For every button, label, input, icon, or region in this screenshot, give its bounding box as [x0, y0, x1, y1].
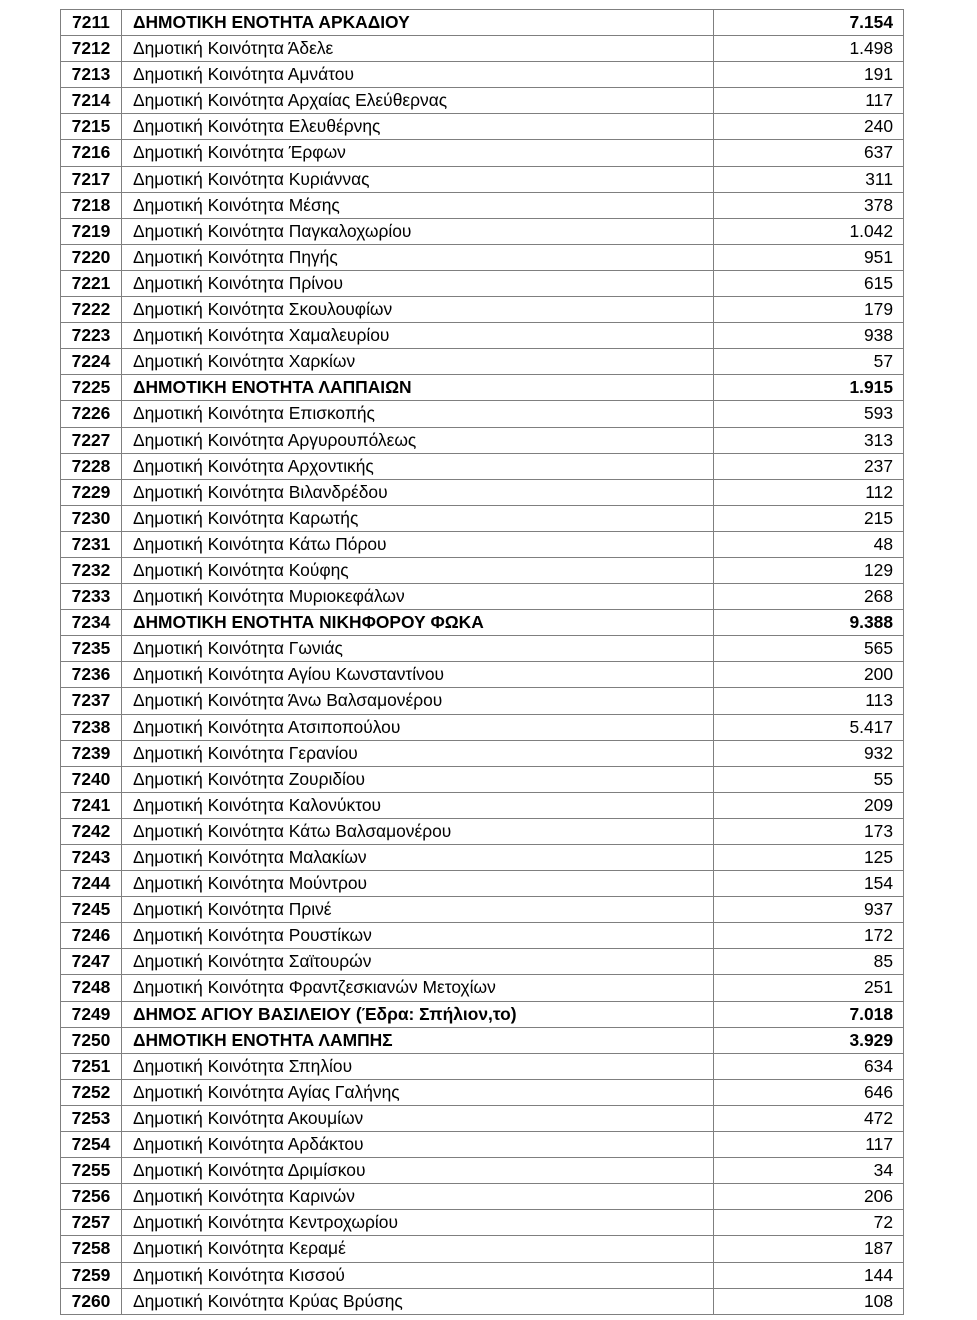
row-code: 7226	[61, 401, 122, 427]
row-name: Δημοτική Κοινότητα Άνω Βαλσαμονέρου	[122, 688, 714, 714]
row-value: 268	[714, 584, 904, 610]
row-name: Δημοτική Κοινότητα Αργυρουπόλεως	[122, 427, 714, 453]
table-row	[61, 975, 904, 1001]
row-name: Δημοτική Κοινότητα Αγίου Κωνσταντίνου	[122, 662, 714, 688]
row-value: 1.915	[714, 375, 904, 401]
row-code: 7254	[61, 1132, 122, 1158]
table-row	[61, 479, 904, 505]
table-row	[61, 166, 904, 192]
row-code: 7224	[61, 349, 122, 375]
row-name: Δημοτική Κοινότητα Ακουμίων	[122, 1105, 714, 1131]
row-name: Δημοτική Κοινότητα Κεραμέ	[122, 1236, 714, 1262]
table-row	[61, 1158, 904, 1184]
table-row	[61, 792, 904, 818]
row-name: Δημοτική Κοινότητα Κάτω Πόρου	[122, 531, 714, 557]
row-value: 251	[714, 975, 904, 1001]
row-value: 7.018	[714, 1001, 904, 1027]
row-value: 200	[714, 662, 904, 688]
row-code: 7258	[61, 1236, 122, 1262]
row-value: 117	[714, 1132, 904, 1158]
population-table	[60, 9, 904, 1315]
table-row-heading	[61, 1027, 904, 1053]
table-row	[61, 218, 904, 244]
row-name: Δημοτική Κοινότητα Αρχοντικής	[122, 453, 714, 479]
row-name: Δημοτική Κοινότητα Έρφων	[122, 140, 714, 166]
row-name: Δημοτική Κοινότητα Ζουριδίου	[122, 766, 714, 792]
table-row	[61, 766, 904, 792]
row-name: Δημοτική Κοινότητα Κάτω Βαλσαμονέρου	[122, 818, 714, 844]
row-name: ΔΗΜΟΤΙΚΗ ΕΝΟΤΗΤΑ ΛΑΜΠΗΣ	[122, 1027, 714, 1053]
row-code: 7260	[61, 1288, 122, 1314]
row-name: Δημοτική Κοινότητα Άδελε	[122, 36, 714, 62]
row-value: 191	[714, 62, 904, 88]
table-row	[61, 923, 904, 949]
row-value: 937	[714, 897, 904, 923]
row-value: 154	[714, 871, 904, 897]
row-value: 57	[714, 349, 904, 375]
table-row	[61, 62, 904, 88]
row-code: 7217	[61, 166, 122, 192]
table-row	[61, 636, 904, 662]
row-code: 7255	[61, 1158, 122, 1184]
row-name: Δημοτική Κοινότητα Γερανίου	[122, 740, 714, 766]
row-name: Δημοτική Κοινότητα Καρωτής	[122, 505, 714, 531]
row-code: 7249	[61, 1001, 122, 1027]
row-name: Δημοτική Κοινότητα Χαμαλευρίου	[122, 323, 714, 349]
row-code: 7219	[61, 218, 122, 244]
table-row	[61, 949, 904, 975]
row-value: 9.388	[714, 610, 904, 636]
row-name: Δημοτική Κοινότητα Επισκοπής	[122, 401, 714, 427]
row-name: Δημοτική Κοινότητα Χαρκίων	[122, 349, 714, 375]
row-value: 615	[714, 270, 904, 296]
row-value: 932	[714, 740, 904, 766]
table-row	[61, 36, 904, 62]
row-code: 7232	[61, 557, 122, 583]
row-name: Δημοτική Κοινότητα Πρίνου	[122, 270, 714, 296]
row-name: Δημοτική Κοινότητα Ελευθέρνης	[122, 114, 714, 140]
table-row	[61, 897, 904, 923]
table-row	[61, 662, 904, 688]
row-value: 637	[714, 140, 904, 166]
row-name: Δημοτική Κοινότητα Αμνάτου	[122, 62, 714, 88]
row-value: 215	[714, 505, 904, 531]
row-value: 240	[714, 114, 904, 140]
row-code: 7242	[61, 818, 122, 844]
table-row	[61, 818, 904, 844]
row-value: 1.042	[714, 218, 904, 244]
row-value: 34	[714, 1158, 904, 1184]
row-code: 7238	[61, 714, 122, 740]
row-value: 187	[714, 1236, 904, 1262]
row-name: Δημοτική Κοινότητα Σκουλουφίων	[122, 297, 714, 323]
table-row	[61, 740, 904, 766]
row-name: Δημοτική Κοινότητα Φραντζεσκιανών Μετοχίων	[122, 975, 714, 1001]
row-value: 5.417	[714, 714, 904, 740]
row-value: 85	[714, 949, 904, 975]
row-name: Δημοτική Κοινότητα Καλονύκτου	[122, 792, 714, 818]
row-name: Δημοτική Κοινότητα Κυριάννας	[122, 166, 714, 192]
row-name: Δημοτική Κοινότητα Μαλακίων	[122, 845, 714, 871]
row-value: 173	[714, 818, 904, 844]
row-name: Δημοτική Κοινότητα Ατσιποπούλου	[122, 714, 714, 740]
table-row	[61, 427, 904, 453]
table-row	[61, 349, 904, 375]
row-name: ΔΗΜΟΣ ΑΓΙΟΥ ΒΑΣΙΛΕΙΟΥ (Έδρα: Σπήλιον,το)	[122, 1001, 714, 1027]
row-code: 7229	[61, 479, 122, 505]
row-code: 7231	[61, 531, 122, 557]
row-name: Δημοτική Κοινότητα Σαϊτουρών	[122, 949, 714, 975]
row-value: 117	[714, 88, 904, 114]
row-code: 7234	[61, 610, 122, 636]
row-name: ΔΗΜΟΤΙΚΗ ΕΝΟΤΗΤΑ ΛΑΠΠΑΙΩΝ	[122, 375, 714, 401]
table-row	[61, 1132, 904, 1158]
row-name: Δημοτική Κοινότητα Αγίας Γαλήνης	[122, 1079, 714, 1105]
row-code: 7233	[61, 584, 122, 610]
table-row	[61, 1288, 904, 1314]
row-name: Δημοτική Κοινότητα Πηγής	[122, 244, 714, 270]
table-row	[61, 1079, 904, 1105]
row-name: ΔΗΜΟΤΙΚΗ ΕΝΟΤΗΤΑ ΝΙΚΗΦΟΡΟΥ ΦΩΚΑ	[122, 610, 714, 636]
row-code: 7215	[61, 114, 122, 140]
row-name: Δημοτική Κοινότητα Σπηλίου	[122, 1053, 714, 1079]
row-value: 3.929	[714, 1027, 904, 1053]
row-value: 593	[714, 401, 904, 427]
row-name: Δημοτική Κοινότητα Κρύας Βρύσης	[122, 1288, 714, 1314]
row-code: 7211	[61, 10, 122, 36]
row-value: 938	[714, 323, 904, 349]
table-row	[61, 1105, 904, 1131]
row-code: 7250	[61, 1027, 122, 1053]
table-row	[61, 584, 904, 610]
row-value: 48	[714, 531, 904, 557]
row-value: 144	[714, 1262, 904, 1288]
row-code: 7257	[61, 1210, 122, 1236]
row-name: Δημοτική Κοινότητα Κεντροχωρίου	[122, 1210, 714, 1236]
row-value: 646	[714, 1079, 904, 1105]
row-value: 1.498	[714, 36, 904, 62]
table-row	[61, 88, 904, 114]
table-row	[61, 688, 904, 714]
row-code: 7245	[61, 897, 122, 923]
row-name: ΔΗΜΟΤΙΚΗ ΕΝΟΤΗΤΑ ΑΡΚΑΔΙΟΥ	[122, 10, 714, 36]
row-name: Δημοτική Κοινότητα Ρουστίκων	[122, 923, 714, 949]
table-row	[61, 871, 904, 897]
row-code: 7228	[61, 453, 122, 479]
row-value: 172	[714, 923, 904, 949]
row-code: 7236	[61, 662, 122, 688]
row-code: 7248	[61, 975, 122, 1001]
row-name: Δημοτική Κοινότητα Κισσού	[122, 1262, 714, 1288]
row-code: 7259	[61, 1262, 122, 1288]
row-code: 7253	[61, 1105, 122, 1131]
row-code: 7230	[61, 505, 122, 531]
row-value: 125	[714, 845, 904, 871]
row-value: 311	[714, 166, 904, 192]
row-code: 7216	[61, 140, 122, 166]
row-code: 7218	[61, 192, 122, 218]
row-code: 7240	[61, 766, 122, 792]
row-name: Δημοτική Κοινότητα Γωνιάς	[122, 636, 714, 662]
row-code: 7235	[61, 636, 122, 662]
row-name: Δημοτική Κοινότητα Πρινέ	[122, 897, 714, 923]
table-row	[61, 453, 904, 479]
row-name: Δημοτική Κοινότητα Βιλανδρέδου	[122, 479, 714, 505]
row-code: 7221	[61, 270, 122, 296]
row-value: 634	[714, 1053, 904, 1079]
row-code: 7252	[61, 1079, 122, 1105]
row-code: 7222	[61, 297, 122, 323]
table-row	[61, 1184, 904, 1210]
table-row	[61, 401, 904, 427]
row-value: 179	[714, 297, 904, 323]
table-row	[61, 1236, 904, 1262]
table-row-heading	[61, 1001, 904, 1027]
table-row	[61, 531, 904, 557]
row-code: 7241	[61, 792, 122, 818]
row-name: Δημοτική Κοινότητα Μυριοκεφάλων	[122, 584, 714, 610]
row-value: 313	[714, 427, 904, 453]
row-value: 237	[714, 453, 904, 479]
table-row	[61, 297, 904, 323]
row-code: 7212	[61, 36, 122, 62]
row-code: 7220	[61, 244, 122, 270]
table-row-heading	[61, 375, 904, 401]
table-row-heading	[61, 10, 904, 36]
table-row-heading	[61, 610, 904, 636]
row-value: 129	[714, 557, 904, 583]
row-value: 951	[714, 244, 904, 270]
row-code: 7256	[61, 1184, 122, 1210]
table-row	[61, 1262, 904, 1288]
row-value: 378	[714, 192, 904, 218]
row-code: 7244	[61, 871, 122, 897]
table-row	[61, 845, 904, 871]
row-value: 209	[714, 792, 904, 818]
table-row	[61, 1053, 904, 1079]
row-name: Δημοτική Κοινότητα Παγκαλοχωρίου	[122, 218, 714, 244]
row-code: 7251	[61, 1053, 122, 1079]
row-value: 206	[714, 1184, 904, 1210]
row-value: 565	[714, 636, 904, 662]
row-code: 7247	[61, 949, 122, 975]
row-name: Δημοτική Κοινότητα Αρδάκτου	[122, 1132, 714, 1158]
row-code: 7214	[61, 88, 122, 114]
row-value: 7.154	[714, 10, 904, 36]
row-name: Δημοτική Κοινότητα Καρινών	[122, 1184, 714, 1210]
row-code: 7239	[61, 740, 122, 766]
table-row	[61, 114, 904, 140]
row-value: 55	[714, 766, 904, 792]
row-code: 7225	[61, 375, 122, 401]
row-code: 7213	[61, 62, 122, 88]
table-row	[61, 244, 904, 270]
table-row	[61, 557, 904, 583]
row-value: 472	[714, 1105, 904, 1131]
row-code: 7223	[61, 323, 122, 349]
row-name: Δημοτική Κοινότητα Κούφης	[122, 557, 714, 583]
row-code: 7237	[61, 688, 122, 714]
row-code: 7246	[61, 923, 122, 949]
row-value: 72	[714, 1210, 904, 1236]
row-code: 7227	[61, 427, 122, 453]
row-value: 113	[714, 688, 904, 714]
row-name: Δημοτική Κοινότητα Αρχαίας Ελεύθερνας	[122, 88, 714, 114]
row-value: 112	[714, 479, 904, 505]
table-row	[61, 140, 904, 166]
table-body	[61, 10, 904, 1315]
table-row	[61, 192, 904, 218]
row-name: Δημοτική Κοινότητα Δριμίσκου	[122, 1158, 714, 1184]
row-code: 7243	[61, 845, 122, 871]
row-name: Δημοτική Κοινότητα Μούντρου	[122, 871, 714, 897]
table-row	[61, 505, 904, 531]
table-row	[61, 714, 904, 740]
table-row	[61, 323, 904, 349]
row-value: 108	[714, 1288, 904, 1314]
row-name: Δημοτική Κοινότητα Μέσης	[122, 192, 714, 218]
table-row	[61, 1210, 904, 1236]
table-row	[61, 270, 904, 296]
